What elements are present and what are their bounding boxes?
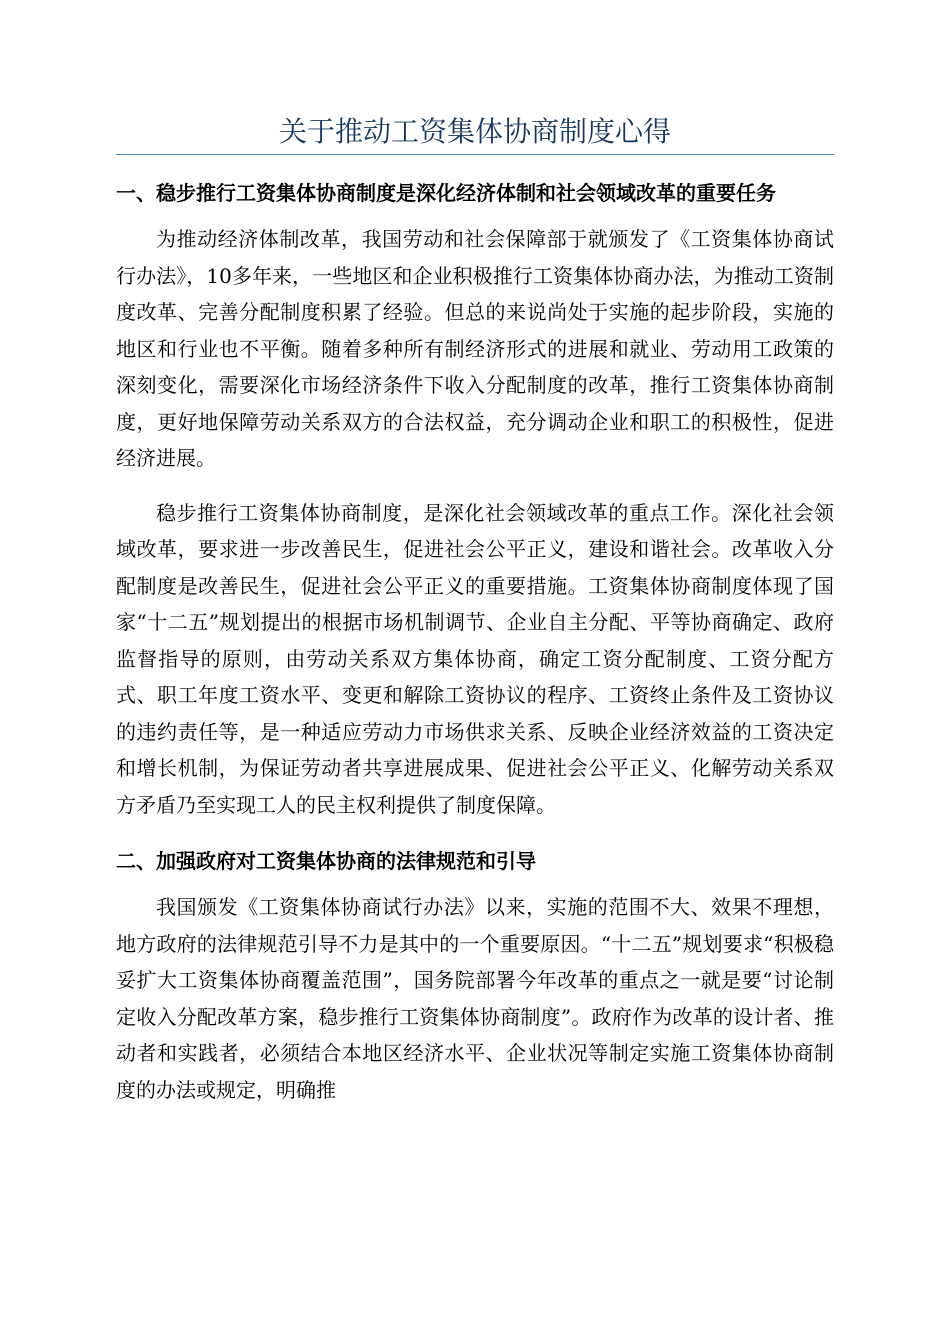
section-heading-1: 一、稳步推行工资集体协商制度是深化经济体制和社会领域改革的重要任务 [116,181,776,205]
paragraph: 为推动经济体制改革，我国劳动和社会保障部于就颁发了《工资集体协商试行办法》，10多年来，一些地区和企业积极推行工资集体协商办法，为推动工资制度改革、完善分配制度积累了经验。但总的来说尚处于实施的起步阶段，实施的地区和行业也不平衡。随着多种所有制经济形式的进展和就业、劳动用工政策的深刻变化，需要深化市场经济条件下收入分配制度的改革，推行工资集体协商制度，更好地保障劳动关系双方的合法权益，充分调动企业和职工的积极性，促进经济进展。 [116,227,834,470]
paragraph: 我国颁发《工资集体协商试行办法》以来，实施的范围不大、效果不理想，地方政府的法律规范引导不力是其中的一个重要原因。“十二五”规划要求“积极稳妥扩大工资集体协商覆盖范围”，国务院部署今年改革的重点之一就是要“讨论制定收入分配改革方案，稳步推行工资集体协商制度”。政府作为改革的设计者、推动者和实践者，必须结合本地区经济水平、企业状况等制定实施工资集体协商制度的办法或规定，明确推 [116,895,834,1102]
document-page [116,112,834,1126]
section-heading-2: 二、加强政府对工资集体协商的法律规范和引导 [116,849,536,873]
paragraph: 稳步推行工资集体协商制度，是深化社会领域改革的重点工作。深化社会领域改革，要求进一步改善民生，促进社会公平正义，建设和谐社会。改革收入分配制度是改善民生，促进社会公平正义的重要措施。工资集体协商制度体现了国家“十二五”规划提出的根据市场机制调节、企业自主分配、平等协商确定、政府监督指导的原则，由劳动关系双方集体协商，确定工资分配制度、工资分配方式、职工年度工资水平、变更和解除工资协议的程序、工资终止条件及工资协议的违约责任等，是一种适应劳动力市场供求关系、反映企业经济效益的工资决定和增长机制，为保证劳动者共享进展成果、促进社会公平正义、化解劳动关系双方矛盾乃至实现工人的民主权利提供了制度保障。 [116,500,834,817]
document-title: 关于推动工资集体协商制度心得 [116,112,834,155]
